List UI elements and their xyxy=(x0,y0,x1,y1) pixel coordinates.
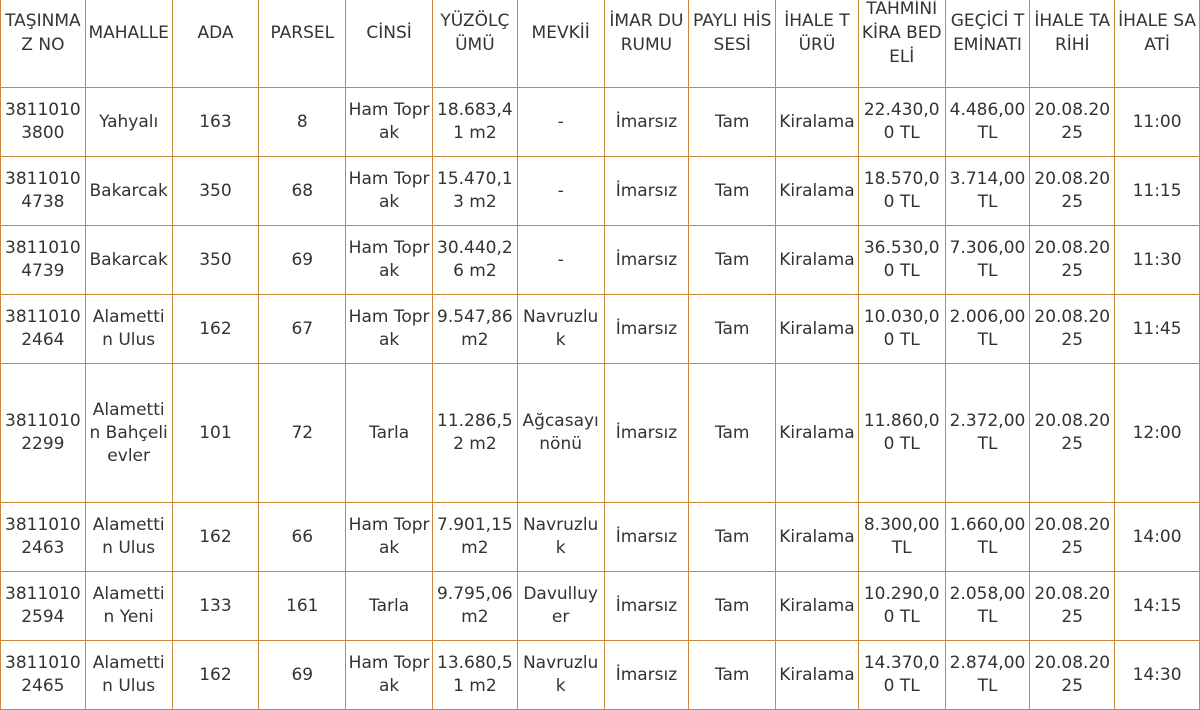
cell-ihale-turu: Kiralama xyxy=(776,226,859,295)
col-header-ihale-tarihi: İHALE TARİHİ xyxy=(1030,0,1115,88)
cell-ada: 162 xyxy=(172,641,259,710)
cell-parsel: 69 xyxy=(259,641,346,710)
cell-ihale-saati: 14:00 xyxy=(1115,503,1200,572)
col-header-payli-hissesi: PAYLI HİSSESİ xyxy=(689,0,776,88)
cell-payli-hissesi: Tam xyxy=(689,364,776,503)
cell-parsel: 66 xyxy=(259,503,346,572)
cell-mahalle: Alamettin Ulus xyxy=(85,295,172,364)
cell-yuzolcumu: 7.901,15 m2 xyxy=(433,503,518,572)
cell-ihale-tarihi: 20.08.2025 xyxy=(1030,503,1115,572)
cell-cinsi: Ham Toprak xyxy=(346,503,433,572)
cell-tasinmaz-no: 38110102463 xyxy=(1,503,86,572)
cell-imar-durumu: İmarsız xyxy=(604,226,689,295)
table-row xyxy=(1,226,1200,295)
cell-tasinmaz-no: 38110104739 xyxy=(1,226,86,295)
cell-payli-hissesi: Tam xyxy=(689,88,776,157)
cell-payli-hissesi: Tam xyxy=(689,157,776,226)
cell-tahmini-kira-bedeli: 10.290,00 TL xyxy=(858,572,945,641)
cell-parsel: 161 xyxy=(259,572,346,641)
col-header-ihale-saati: İHALE SAATİ xyxy=(1115,0,1200,88)
cell-parsel: 67 xyxy=(259,295,346,364)
cell-cinsi: Tarla xyxy=(346,572,433,641)
cell-ada: 163 xyxy=(172,88,259,157)
cell-gecici-teminati: 2.058,00 TL xyxy=(945,572,1030,641)
cell-yuzolcumu: 15.470,13 m2 xyxy=(433,157,518,226)
cell-ada: 162 xyxy=(172,295,259,364)
cell-ihale-saati: 11:30 xyxy=(1115,226,1200,295)
cell-parsel: 8 xyxy=(259,88,346,157)
col-header-tahmini-kira-bedeli: TAHMİNİ KİRA BEDELİ xyxy=(858,0,945,88)
cell-mevkii: Navruzluk xyxy=(517,295,604,364)
cell-payli-hissesi: Tam xyxy=(689,572,776,641)
cell-ihale-tarihi: 20.08.2025 xyxy=(1030,226,1115,295)
cell-parsel: 72 xyxy=(259,364,346,503)
cell-tahmini-kira-bedeli: 8.300,00 TL xyxy=(858,503,945,572)
table-row xyxy=(1,157,1200,226)
cell-cinsi: Ham Toprak xyxy=(346,226,433,295)
table-row xyxy=(1,503,1200,572)
cell-mevkii: - xyxy=(517,157,604,226)
cell-gecici-teminati: 3.714,00 TL xyxy=(945,157,1030,226)
header-row xyxy=(1,0,1200,88)
cell-yuzolcumu: 9.795,06 m2 xyxy=(433,572,518,641)
table-row xyxy=(1,295,1200,364)
cell-gecici-teminati: 7.306,00 TL xyxy=(945,226,1030,295)
cell-ada: 162 xyxy=(172,503,259,572)
cell-tasinmaz-no: 38110102464 xyxy=(1,295,86,364)
cell-tasinmaz-no: 38110102594 xyxy=(1,572,86,641)
cell-ihale-turu: Kiralama xyxy=(776,364,859,503)
cell-tahmini-kira-bedeli: 36.530,00 TL xyxy=(858,226,945,295)
cell-parsel: 68 xyxy=(259,157,346,226)
cell-ihale-tarihi: 20.08.2025 xyxy=(1030,641,1115,710)
table-row xyxy=(1,364,1200,503)
cell-mevkii: - xyxy=(517,226,604,295)
cell-ada: 133 xyxy=(172,572,259,641)
cell-cinsi: Ham Toprak xyxy=(346,88,433,157)
cell-ihale-turu: Kiralama xyxy=(776,295,859,364)
cell-ihale-tarihi: 20.08.2025 xyxy=(1030,295,1115,364)
col-header-ihale-turu: İHALE TÜRÜ xyxy=(776,0,859,88)
cell-cinsi: Tarla xyxy=(346,364,433,503)
cell-imar-durumu: İmarsız xyxy=(604,88,689,157)
cell-imar-durumu: İmarsız xyxy=(604,503,689,572)
col-header-yuzolcumu: YÜZÖLÇÜMÜ xyxy=(433,0,518,88)
col-header-tasinmaz-no: TAŞINMAZ NO xyxy=(1,0,86,88)
cell-payli-hissesi: Tam xyxy=(689,641,776,710)
table-row xyxy=(1,88,1200,157)
cell-cinsi: Ham Toprak xyxy=(346,157,433,226)
cell-yuzolcumu: 30.440,26 m2 xyxy=(433,226,518,295)
cell-payli-hissesi: Tam xyxy=(689,503,776,572)
cell-mevkii: Davulluyer xyxy=(517,572,604,641)
cell-imar-durumu: İmarsız xyxy=(604,295,689,364)
cell-yuzolcumu: 11.286,52 m2 xyxy=(433,364,518,503)
cell-tahmini-kira-bedeli: 18.570,00 TL xyxy=(858,157,945,226)
cell-gecici-teminati: 2.874,00 TL xyxy=(945,641,1030,710)
cell-tasinmaz-no: 38110102465 xyxy=(1,641,86,710)
col-header-imar-durumu: İMAR DURUMU xyxy=(604,0,689,88)
cell-mahalle: Alamettin Ulus xyxy=(85,503,172,572)
cell-ihale-saati: 11:15 xyxy=(1115,157,1200,226)
col-header-mahalle: MAHALLE xyxy=(85,0,172,88)
cell-imar-durumu: İmarsız xyxy=(604,572,689,641)
col-header-mevkii: MEVKİİ xyxy=(517,0,604,88)
cell-yuzolcumu: 9.547,86 m2 xyxy=(433,295,518,364)
col-header-parsel: PARSEL xyxy=(259,0,346,88)
cell-mevkii: Ağcasayınönü xyxy=(517,364,604,503)
cell-ihale-turu: Kiralama xyxy=(776,572,859,641)
cell-payli-hissesi: Tam xyxy=(689,295,776,364)
cell-parsel: 69 xyxy=(259,226,346,295)
cell-mevkii: Navruzluk xyxy=(517,503,604,572)
cell-ihale-saati: 14:30 xyxy=(1115,641,1200,710)
cell-ihale-tarihi: 20.08.2025 xyxy=(1030,572,1115,641)
cell-yuzolcumu: 18.683,41 m2 xyxy=(433,88,518,157)
cell-payli-hissesi: Tam xyxy=(689,226,776,295)
cell-ihale-turu: Kiralama xyxy=(776,88,859,157)
cell-mahalle: Alamettin Yeni xyxy=(85,572,172,641)
col-header-gecici-teminati: GEÇİCİ TEMİNATI xyxy=(945,0,1030,88)
cell-ihale-saati: 12:00 xyxy=(1115,364,1200,503)
cell-mahalle: Bakarcak xyxy=(85,157,172,226)
cell-imar-durumu: İmarsız xyxy=(604,364,689,503)
cell-yuzolcumu: 13.680,51 m2 xyxy=(433,641,518,710)
cell-gecici-teminati: 2.006,00 TL xyxy=(945,295,1030,364)
cell-imar-durumu: İmarsız xyxy=(604,157,689,226)
cell-mahalle: Alamettin Ulus xyxy=(85,641,172,710)
cell-ada: 101 xyxy=(172,364,259,503)
cell-ihale-saati: 11:00 xyxy=(1115,88,1200,157)
cell-mahalle: Alamettin Bahçelievler xyxy=(85,364,172,503)
cell-mahalle: Bakarcak xyxy=(85,226,172,295)
table-row xyxy=(1,641,1200,710)
cell-tahmini-kira-bedeli: 11.860,00 TL xyxy=(858,364,945,503)
cell-cinsi: Ham Toprak xyxy=(346,295,433,364)
cell-ada: 350 xyxy=(172,157,259,226)
col-header-ada: ADA xyxy=(172,0,259,88)
cell-tasinmaz-no: 38110102299 xyxy=(1,364,86,503)
cell-mahalle: Yahyalı xyxy=(85,88,172,157)
cell-tasinmaz-no: 38110104738 xyxy=(1,157,86,226)
cell-mevkii: - xyxy=(517,88,604,157)
cell-ihale-tarihi: 20.08.2025 xyxy=(1030,88,1115,157)
cell-tahmini-kira-bedeli: 22.430,00 TL xyxy=(858,88,945,157)
cell-ihale-turu: Kiralama xyxy=(776,641,859,710)
cell-ihale-tarihi: 20.08.2025 xyxy=(1030,157,1115,226)
cell-gecici-teminati: 1.660,00 TL xyxy=(945,503,1030,572)
cell-tasinmaz-no: 38110103800 xyxy=(1,88,86,157)
cell-tahmini-kira-bedeli: 14.370,00 TL xyxy=(858,641,945,710)
cell-ihale-turu: Kiralama xyxy=(776,503,859,572)
cell-gecici-teminati: 2.372,00 TL xyxy=(945,364,1030,503)
cell-mevkii: Navruzluk xyxy=(517,641,604,710)
cell-imar-durumu: İmarsız xyxy=(604,641,689,710)
cell-ada: 350 xyxy=(172,226,259,295)
cell-ihale-tarihi: 20.08.2025 xyxy=(1030,364,1115,503)
cell-ihale-saati: 14:15 xyxy=(1115,572,1200,641)
col-header-cinsi: CİNSİ xyxy=(346,0,433,88)
table-row xyxy=(1,572,1200,641)
cell-cinsi: Ham Toprak xyxy=(346,641,433,710)
cell-tahmini-kira-bedeli: 10.030,00 TL xyxy=(858,295,945,364)
cell-ihale-saati: 11:45 xyxy=(1115,295,1200,364)
cell-gecici-teminati: 4.486,00 TL xyxy=(945,88,1030,157)
cell-ihale-turu: Kiralama xyxy=(776,157,859,226)
